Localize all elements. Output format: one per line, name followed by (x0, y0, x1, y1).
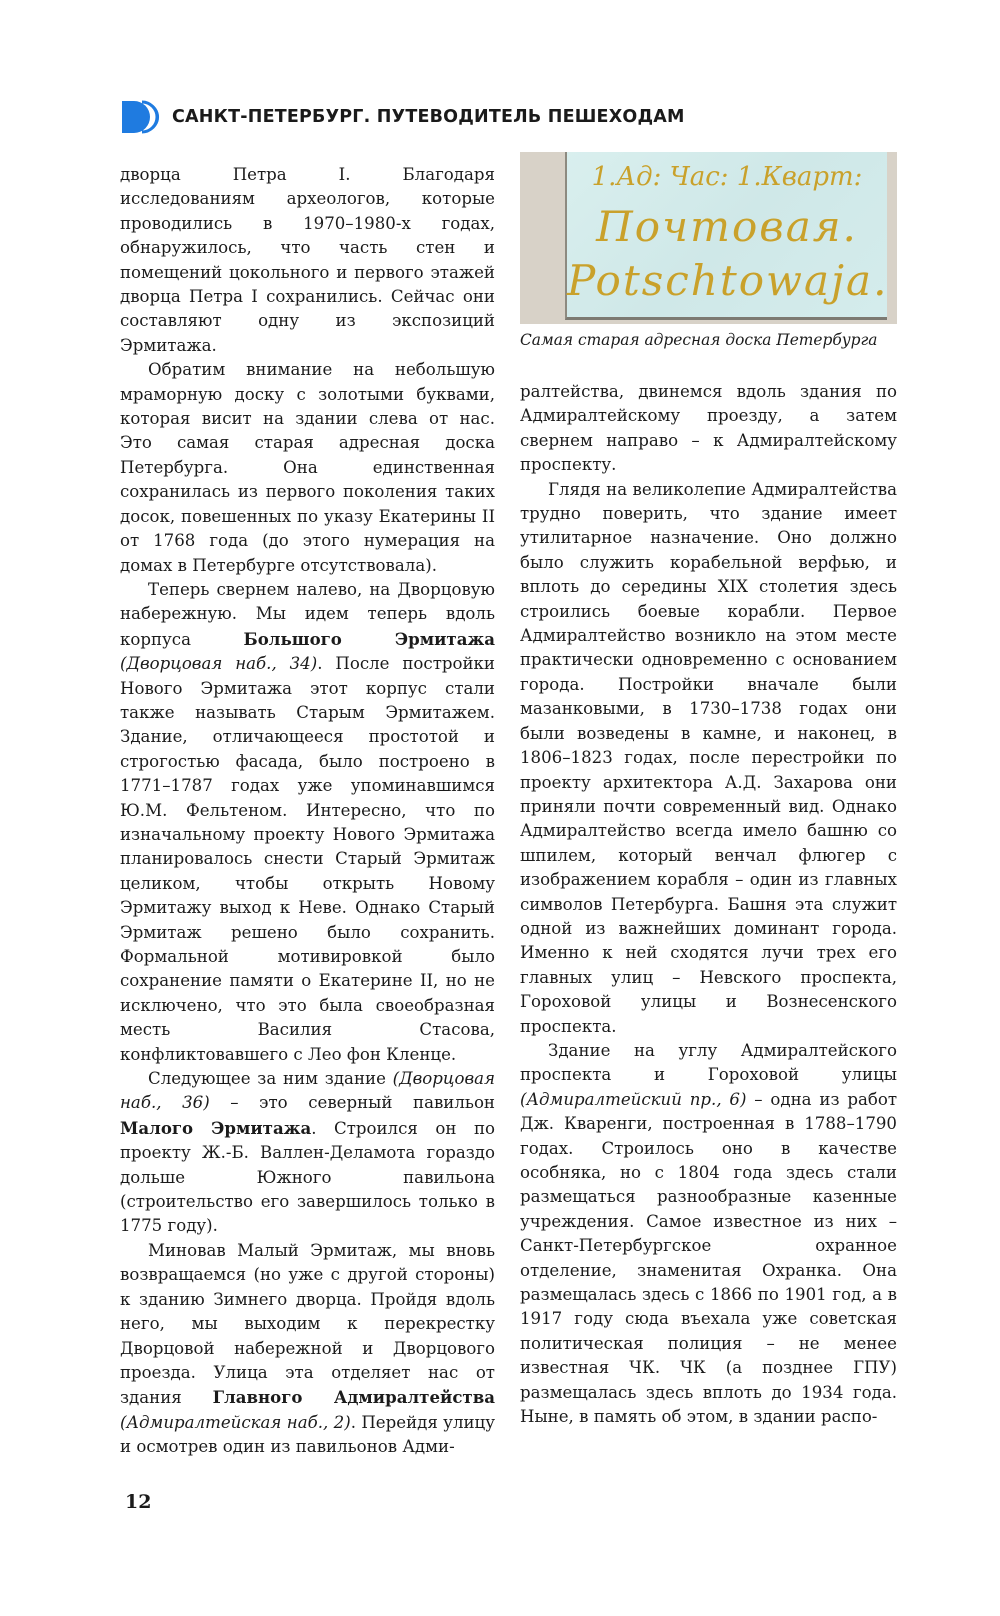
running-header (120, 99, 685, 135)
address-note: (Адмиралтейский пр., 6) (520, 1089, 747, 1109)
figure-caption: Самая старая адресная доска Петербурга (520, 331, 878, 349)
paragraph: Здание на углу Адмиралтейского проспекта и Гороховой улицы (Адмиралтейский пр., 6) – одна из работ Дж. Кваренги, построенная в 1788–1790 годах. Строилось оно в качестве особняка, но с 1804 года здесь стали размещаться разнообразные казенные учреждения. Самое известное из них – Санкт-Петербургское охранное отделение, знаменитая Охранка. Она размещалась здесь с 1866 по 1901 год, а в 1917 году сюда въехала уже советская политическая полиция – не менее известная ЧК. ЧК (а позднее ГПУ) размещалась здесь вплоть до 1934 года. Ныне, в память об этом, в здании распо- (520, 1040, 898, 1427)
bold-term: Главного Адмиралтейства (212, 1387, 495, 1408)
page-number: 12 (125, 1491, 152, 1513)
book-title: САНКТ-ПЕТЕРБУРГ. ПУТЕВОДИТЕЛЬ ПЕШЕХОДАМ (172, 107, 685, 127)
paragraph: Миновав Малый Эрмитаж, мы вновь возвращаемся (но уже с другой стороны) к зданию Зимнего дворца. Пройдя вдоль него, мы выходим к перекрестку Дворцовой набережной и Дворцового проезда. Улица эта отделяет нас от здания Главного Адмиралтейства (Адмиралтейская наб., 2). Перейдя улицу и осмотрев один из павильонов Адми- (120, 1240, 495, 1457)
paragraph: Теперь свернем налево, на Дворцовую набережную. Мы идем теперь вдоль корпуса Большого Эрмитажа (Дворцовая наб., 34). После постройки Нового Эрмитажа этот корпус стали также называть Старым Эрмитажем. Здание, отличающееся простотой и строгостью фасада, было построено в 1771–1787 годах уже упоминавшимся Ю.М. Фельтеном. Интересно, что по изначальному проекту Нового Эрмитажа планировалось снести Старый Эрмитаж целиком, чтобы открыть Новому Эрмитажу выход к Неве. Однако Старый Эрмитаж решено было сохранить. Формальной мотивировкой было сохранение памяти о Екатерине II, но не исключено, что это была своеобразная месть Василия Стасова, конфликтовавшего с Лео фон Кленце. (120, 579, 495, 1064)
right-column (520, 380, 897, 1429)
paragraph: Глядя на великолепие Адмиралтейства трудно поверить, что здание имеет утилитарное назначение. Оно должно было служить корабельной верфью, и вплоть до середины XIX столетия здесь строились боевые корабли. Первое Адмиралтейство возникло на этом месте практически одновременно с основанием города. Постройки вначале были мазанковыми, в 1730–1738 годах они были возведены в камне, и наконец, в 1806–1823 годах, после перестройки по проекту архитектора А.Д. Захарова они приняли почти современный вид. Однако Адмиралтейство всегда имело башню со шпилем, который венчал флюгер с изображением корабля – один из главных символов Петербурга. Башня эта служит одной из важнейших доминант города. Именно к ней сходятся лучи трех его главных улиц – Невского проспекта, Гороховой улицы и Вознесенского проспекта. (520, 479, 897, 1036)
address-note: (Дворцовая наб., 36) (120, 1069, 495, 1113)
bold-term: Большого Эрмитажа (243, 628, 495, 649)
blue-d-logo-icon (120, 100, 160, 134)
plate-line-2: Почтовая. (596, 202, 858, 251)
marble-plate (565, 152, 887, 320)
plate-line-3: Potschtowaja. (567, 256, 889, 305)
plate-line-1: 1.Ад: Час: 1.Кварт: (591, 162, 863, 192)
left-column (120, 163, 495, 1460)
paragraph: ралтейства, двинемся вдоль здания по Адмиралтейскому проезду, а затем свернем направо – к Адмиралтейскому проспекту. (520, 382, 897, 475)
paragraph: Следующее за ним здание (Дворцовая наб., 36) – это северный павильон Малого Эрмитажа. Строился он по проекту Ж.-Б. Валлен-Деламота гораздо дольше Южного павильона (строительство его завершилось только в 1775 году). (120, 1069, 495, 1236)
address-note: (Адмиралтейская наб., 2) (120, 1412, 351, 1432)
paragraph: дворца Петра I. Благодаря исследованиям археологов, которые проводились в 1970–1980-х годах, обнаружилось, что часть стен и помещений цокольного и первого этажей дворца Петра I сохранились. Сейчас они составляют одну из экспозиций Эрмитажа. (120, 165, 495, 355)
address-note: (Дворцовая наб., 34) (120, 654, 318, 674)
address-plate-photo (520, 152, 897, 324)
bold-term: Малого Эрмитажа (120, 1117, 312, 1138)
paragraph: Обратим внимание на небольшую мраморную доску с золотыми буквами, которая висит на здании слева от нас. Это самая старая адресная доска Петербурга. Она единственная сохранилась из первого поколения таких досок, повешенных по указу Екатерины II от 1768 года (до этого нумерация на домах в Петербурге отсутствовала). (120, 360, 495, 575)
